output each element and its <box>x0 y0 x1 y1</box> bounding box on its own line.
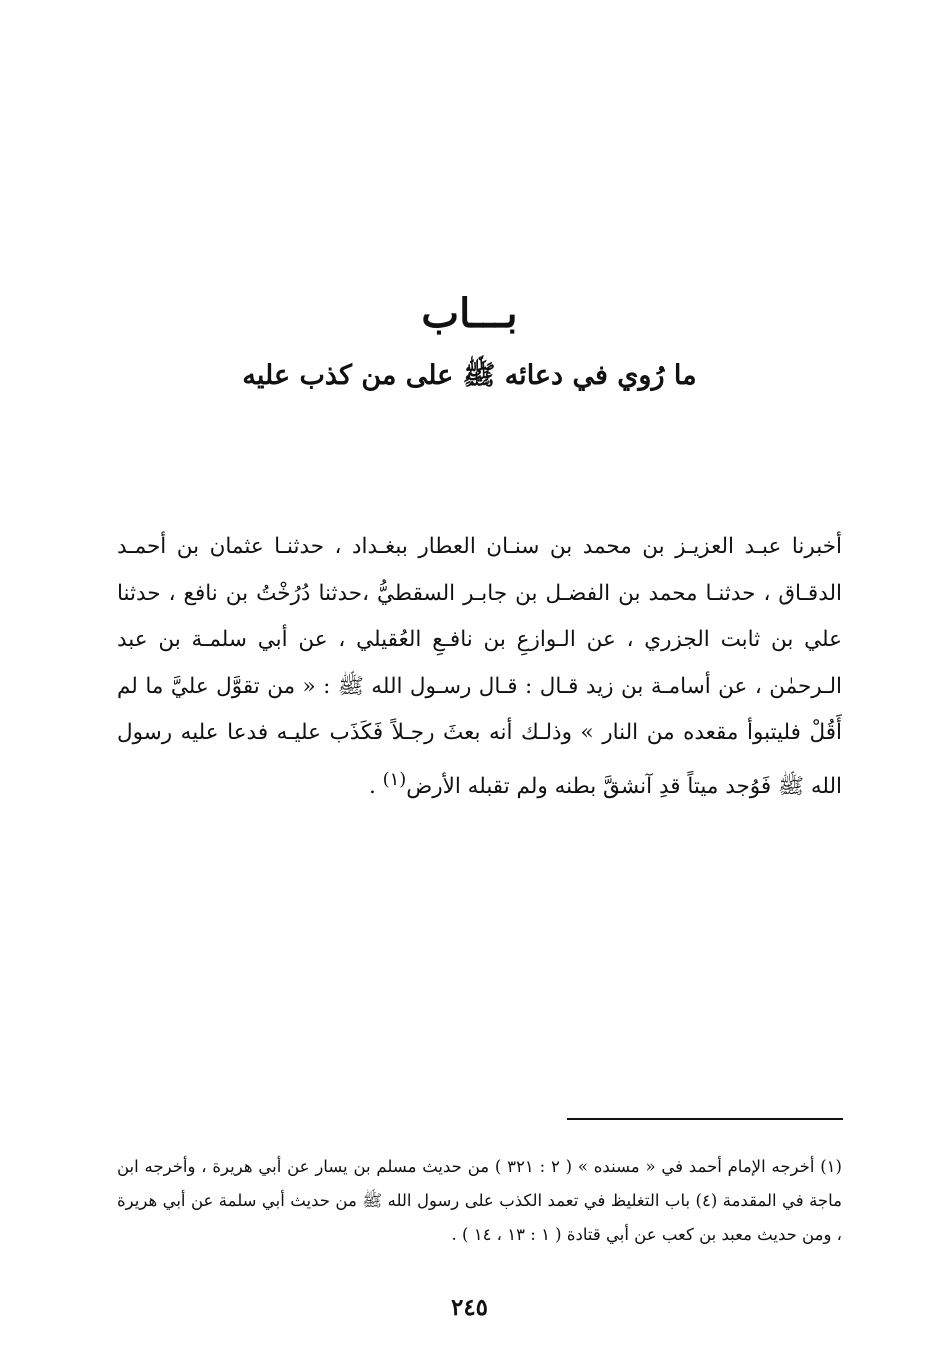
body-closing: . <box>368 773 383 799</box>
body-paragraph <box>117 524 842 810</box>
chapter-subtitle: ما رُوي في دعائه ﷺ على من كذب عليه <box>242 360 697 391</box>
footnote-reference: (١) <box>382 768 407 790</box>
page-number: ٢٤٥ <box>450 1294 489 1321</box>
footnote-divider <box>567 1118 843 1120</box>
footnote-text: (١) أخرجه الإمام أحمد في « مسنده » ( ٢ : ٣٢١ ) من حديث مسلم بن يسار عن أبي هريرة ، وأخرجه ابن ماجة في المقدمة (٤) باب التغليظ في تعمد الكذب على رسول الله ﷺ من حديث أبي سلمة عن أبي هريرة ، ومن حديث معبد بن كعب عن أبي قتادة ( ١ : ١٣ ، ١٤ ) . <box>117 1157 842 1244</box>
body-text: أخبرنا عبـد العزيـز بن محمد بن سنـان العطار ببغـداد ، حدثنـا عثمان بن أحمـد الدقـاق ، حدثنـا محمد بن الفضـل بن جابـر السقطيُّ ،حدثنا دُرُخْتُ بن نافع ، حدثنا علي بن ثابت الجزري ، عن الـوازعِ بن نافـعِ العُقيلي ، عن أبي سلمـة بن عبد الـرحمٰن ، عن أسامـة بن زيد قـال : قـال رسـول الله ﷺ : « من تقوَّل عليَّ ما لم أَقُلْ فليتبوأ مقعده من النار » وذلـك أنه بعثَ رجـلاً فَكَذَب عليـه فدعا عليه رسول الله ﷺ فَوُجد ميتاً قدِ آنشقَّ بطنه ولم تقبله الأرض <box>117 534 842 799</box>
chapter-heading: بـــاب <box>421 290 518 337</box>
